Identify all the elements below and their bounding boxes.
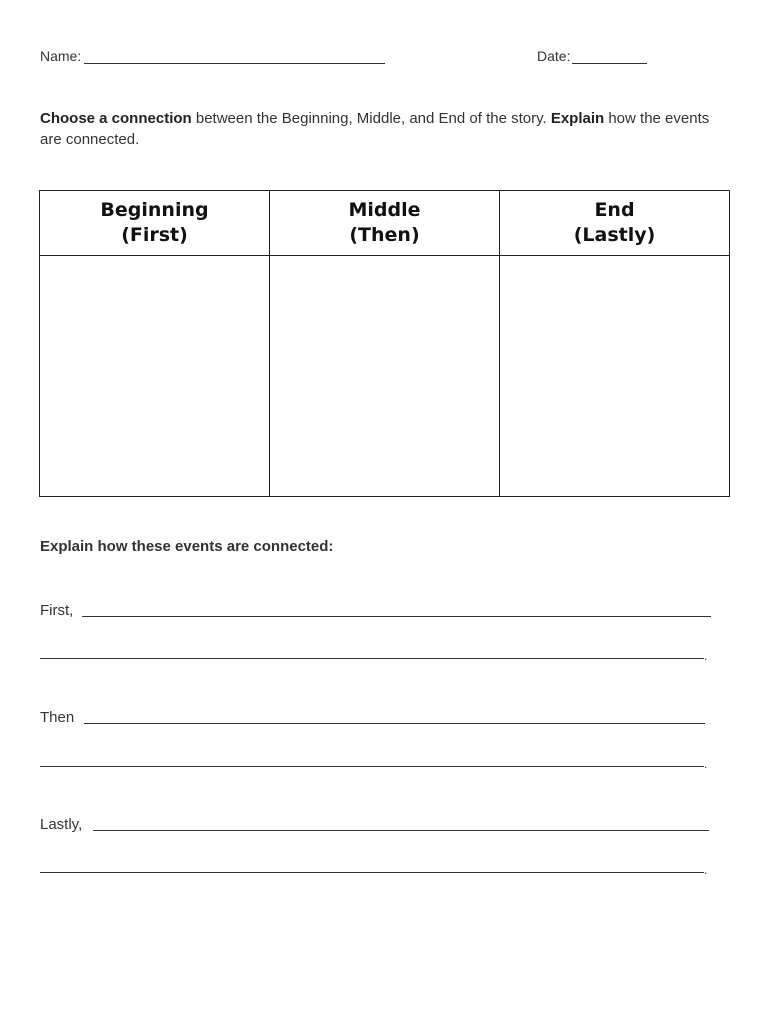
lastly-answer-line[interactable] [93, 830, 709, 831]
first-period: . [704, 649, 708, 663]
column-header-beginning-title: Beginning [100, 199, 209, 221]
column-header-middle [270, 191, 500, 256]
then-label: Then [40, 709, 75, 726]
column-header-beginning-subtitle: (First) [121, 224, 188, 246]
table-body-row [40, 256, 730, 497]
story-events-table [39, 190, 730, 497]
column-header-middle-subtitle: (Then) [349, 224, 420, 246]
instructions-bold-choose: Choose a connection [40, 110, 192, 127]
instructions [40, 108, 730, 150]
lastly-continuation-line[interactable] [40, 872, 704, 873]
column-header-beginning [40, 191, 270, 256]
date-label: Date: [537, 48, 571, 64]
column-header-middle-title: Middle [348, 199, 421, 221]
first-answer-line[interactable] [82, 616, 711, 617]
then-answer-line[interactable] [84, 723, 705, 724]
explain-heading: Explain how these events are connected: [40, 538, 334, 555]
name-field-line[interactable] [84, 63, 385, 64]
instructions-text-2: how the events are connected. [40, 110, 710, 148]
lastly-period: . [704, 863, 708, 877]
beginning-answer-cell[interactable] [40, 256, 270, 497]
date-field-line[interactable] [572, 63, 647, 64]
table-header-row [40, 191, 730, 256]
first-label: First, [40, 602, 74, 619]
column-header-end [500, 191, 730, 256]
then-period: . [704, 757, 708, 771]
instructions-bold-explain: Explain [550, 110, 605, 127]
middle-answer-cell[interactable] [270, 256, 500, 497]
column-header-end-title: End [594, 199, 635, 221]
then-continuation-line[interactable] [40, 766, 704, 767]
lastly-label: Lastly, [40, 816, 83, 833]
end-answer-cell[interactable] [500, 256, 730, 497]
column-header-end-subtitle: (Lastly) [573, 224, 656, 246]
instructions-text-1: between the Beginning, Middle, and End of the story. [191, 110, 551, 127]
name-label: Name: [40, 48, 82, 64]
first-continuation-line[interactable] [40, 658, 704, 659]
